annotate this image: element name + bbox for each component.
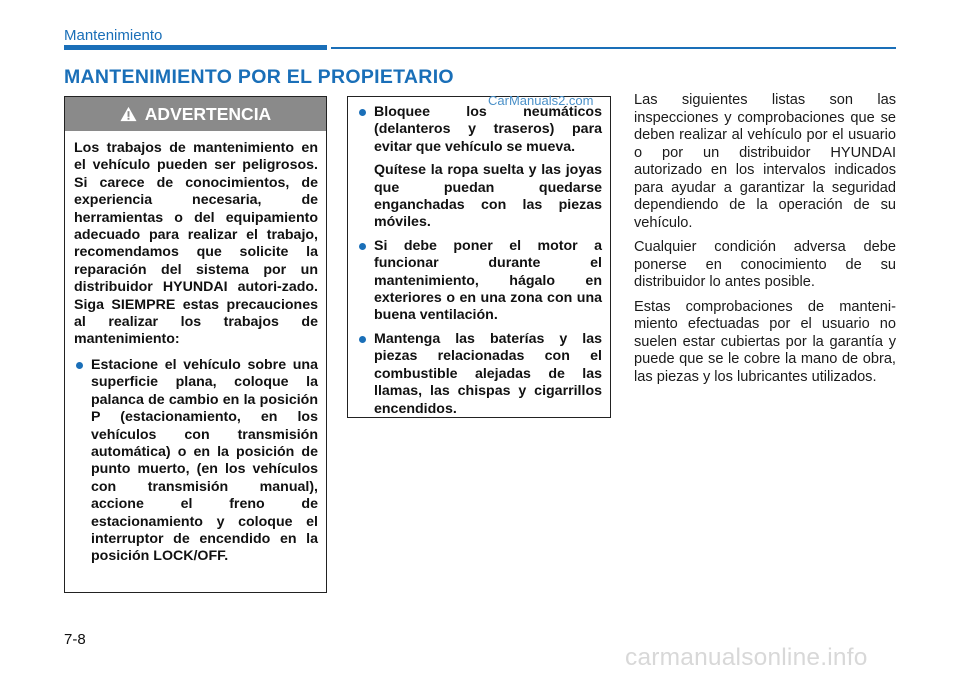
warning-title: ADVERTENCIA: [144, 103, 272, 124]
body-paragraph: Las siguientes listas son las inspecciones y comprobaciones que se deben realizar al vehículo por el usuario o por un distribuidor HYUNDAI autorizado en los intervalos indicados para ayudar a garantizar la seguridad dependiendo de la operación de su vehículo.: [634, 92, 896, 231]
watermark-link[interactable]: CarManuals2.com: [488, 93, 594, 108]
list-item: [357, 104, 602, 156]
warning-header: [65, 97, 326, 131]
bullet-subtext: Quítese la ropa suelta y las joyas que puedan quedarse enganchadas con las piezas móviles.: [374, 162, 602, 231]
list-item: [357, 331, 602, 418]
warning-box-left: [64, 96, 327, 593]
warning-triangle-icon: [120, 106, 137, 122]
warning-body-continued: [348, 97, 610, 418]
bullet-text: Bloquee los neumáticos (delanteros y traseros) para evitar que vehículo se mueva.: [374, 104, 602, 155]
bullet-icon: [76, 362, 83, 369]
site-watermark[interactable]: carmanualsonline.info: [625, 644, 868, 671]
bullet-text: Mantenga las baterías y las piezas relacionadas con el combustible alejadas de las llamas, las chispas y cigarrillos encendidos.: [374, 330, 602, 417]
warning-box-continued: [347, 96, 611, 418]
bullet-icon: [359, 336, 366, 343]
bullet-icon: [359, 243, 366, 250]
warning-body: [65, 131, 326, 566]
warning-intro: Los trabajos de mantenimiento en el vehículo pueden ser peligrosos. Si carece de conocimientos, de experiencia necesaria, de herramientas o del equipamiento adecuado para realizar el trabajo, recomendamos que solicite la reparación del sistema por un distribuidor HYUNDAI autori-zado. Siga SIEMPRE estas precauciones al realizar los trabajos de mantenimiento:: [74, 140, 318, 348]
page-number: 7-8: [64, 631, 86, 648]
body-paragraph: Estas comprobaciones de manteni-miento efectuadas por el usuario no suelen estar cubiertas por la garantía y puede que se le cobre la mano de obra, las piezas y los lubricantes utilizados.: [634, 298, 896, 385]
page-title: MANTENIMIENTO POR EL PROPIETARIO: [64, 66, 454, 88]
body-paragraph: Cualquier condición adversa debe ponerse en conocimiento de su distribuidor lo antes posible.: [634, 239, 896, 290]
body-text-column: [634, 92, 896, 393]
bullet-icon: [359, 109, 366, 116]
header-rule-thick: [64, 45, 327, 50]
list-item: [74, 357, 318, 566]
list-item: [357, 238, 602, 325]
bullet-text: Si debe poner el motor a funcionar durante el mantenimiento, hágalo en exteriores o en una zona con una buena ventilación.: [374, 237, 602, 324]
section-label: Mantenimiento: [64, 27, 163, 44]
header-rule-thin: [331, 47, 896, 49]
bullet-text: Estacione el vehículo sobre una superficie plana, coloque la palanca de cambio en la posición P (estacionamiento, en los vehículos con transmisión automática) o en la posición de punto muerto, (en los vehículos con transmisión manual), accione el freno de estacionamiento y coloque el interruptor de encendido en la posición LOCK/OFF.: [91, 356, 318, 565]
